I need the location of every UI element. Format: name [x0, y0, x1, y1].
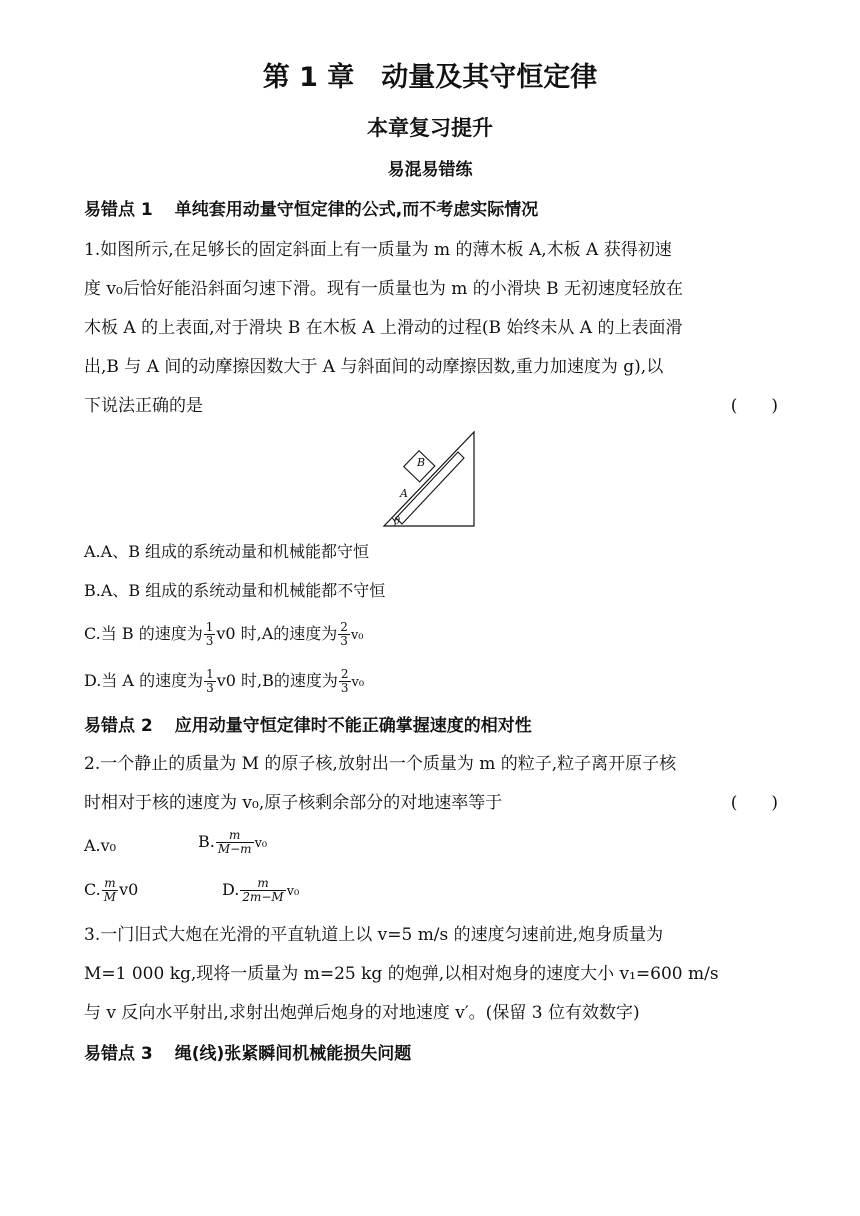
q2-option-c: C. $\frac{m}{M}$ v0 [84, 876, 139, 904]
q2-line-2: 时相对于核的速度为 v₀,原子核剩余部分的对地速率等于 [84, 793, 503, 813]
error-point-3-title: 绳(线)张紧瞬间机械能损失问题 [174, 1044, 412, 1064]
block-b-label: B [417, 456, 426, 469]
chapter-title: 第 1 章 动量及其守恒定律 [262, 62, 598, 93]
q1-option-d: D.当 A 的速度为 $\frac{1}{3}$ v0 时,B的速度为 $\frac{2}{3}$ v₀ [84, 667, 365, 695]
q1-line-5: 下说法正确的是 [84, 396, 203, 416]
q1-option-a: A.A、B 组成的系统动量和机械能都守恒 [84, 542, 370, 561]
q1-line-3: 木板 A 的上表面,对于滑块 B 在木板 A 上滑动的过程(B 始终未从 A 的上表面滑 [84, 318, 683, 338]
incline-diagram [382, 430, 478, 528]
fraction: $\frac{2}{3}$ [340, 620, 348, 648]
q2-answer-bracket: ( ) [730, 793, 778, 813]
q2-option-d: D. $\frac{m}{2m-M}$ v₀ [222, 876, 300, 904]
q2-option-a: A.v₀ [84, 836, 117, 855]
error-point-3-label: 易错点 3 [84, 1044, 153, 1064]
error-point-2-label: 易错点 2 [84, 716, 153, 736]
error-point-1 [84, 196, 784, 224]
q1-line-1: 1.如图所示,在足够长的固定斜面上有一质量为 m 的薄木板 A,木板 A 获得初速 [84, 240, 672, 260]
q1-option-b: B.A、B 组成的系统动量和机械能都不守恒 [84, 581, 386, 600]
q1-line-4: 出,B 与 A 间的动摩擦因数大于 A 与斜面间的动摩擦因数,重力加速度为 g),以 [84, 357, 664, 377]
fraction: $\frac{m}{M}$ [103, 876, 117, 904]
error-point-3 [84, 1040, 784, 1068]
sub-title: 易混易错练 [387, 160, 473, 180]
q3-line-3: 与 v 反向水平射出,求射出炮弹后炮身的对地速度 v′。(保留 3 位有效数字) [84, 1003, 640, 1023]
fraction: $\frac{m}{M-m}$ [217, 828, 252, 856]
error-point-1-title: 单纯套用动量守恒定律的公式,而不考虑实际情况 [174, 200, 539, 220]
error-point-1-label: 易错点 1 [84, 200, 153, 220]
error-point-2 [84, 712, 784, 740]
fraction: $\frac{1}{3}$ [206, 667, 214, 695]
q2-option-b: B. $\frac{m}{M-m}$ v₀ [198, 828, 268, 856]
fraction: $\frac{m}{2m-M}$ [242, 876, 284, 904]
fraction: $\frac{1}{3}$ [205, 620, 214, 648]
fraction: $\frac{2}{3}$ [340, 667, 349, 695]
board-a-label: A [400, 487, 408, 500]
q2-line-1: 2.一个静止的质量为 M 的原子核,放射出一个质量为 m 的粒子,粒子离开原子核 [84, 754, 677, 774]
q3-line-1: 3.一门旧式大炮在光滑的平直轨道上以 v=5 m/s 的速度匀速前进,炮身质量为 [84, 925, 664, 945]
q1-option-c: C.当 B 的速度为 $\frac{1}{3}$ v0 时,A的速度为 $\frac{2}{3}$ v₀ [84, 620, 364, 648]
q3-line-2: M=1 000 kg,现将一质量为 m=25 kg 的炮弹,以相对炮身的速度大小 v₁=600 m/s [84, 964, 719, 984]
angle-theta-label: θ [394, 516, 401, 527]
q1-line-2: 度 v₀后恰好能沿斜面匀速下滑。现有一质量也为 m 的小滑块 B 无初速度轻放在 [84, 279, 684, 299]
q1-answer-bracket: ( ) [730, 396, 778, 416]
error-point-2-title: 应用动量守恒定律时不能正确掌握速度的相对性 [174, 716, 532, 736]
section-title: 本章复习提升 [367, 116, 493, 140]
